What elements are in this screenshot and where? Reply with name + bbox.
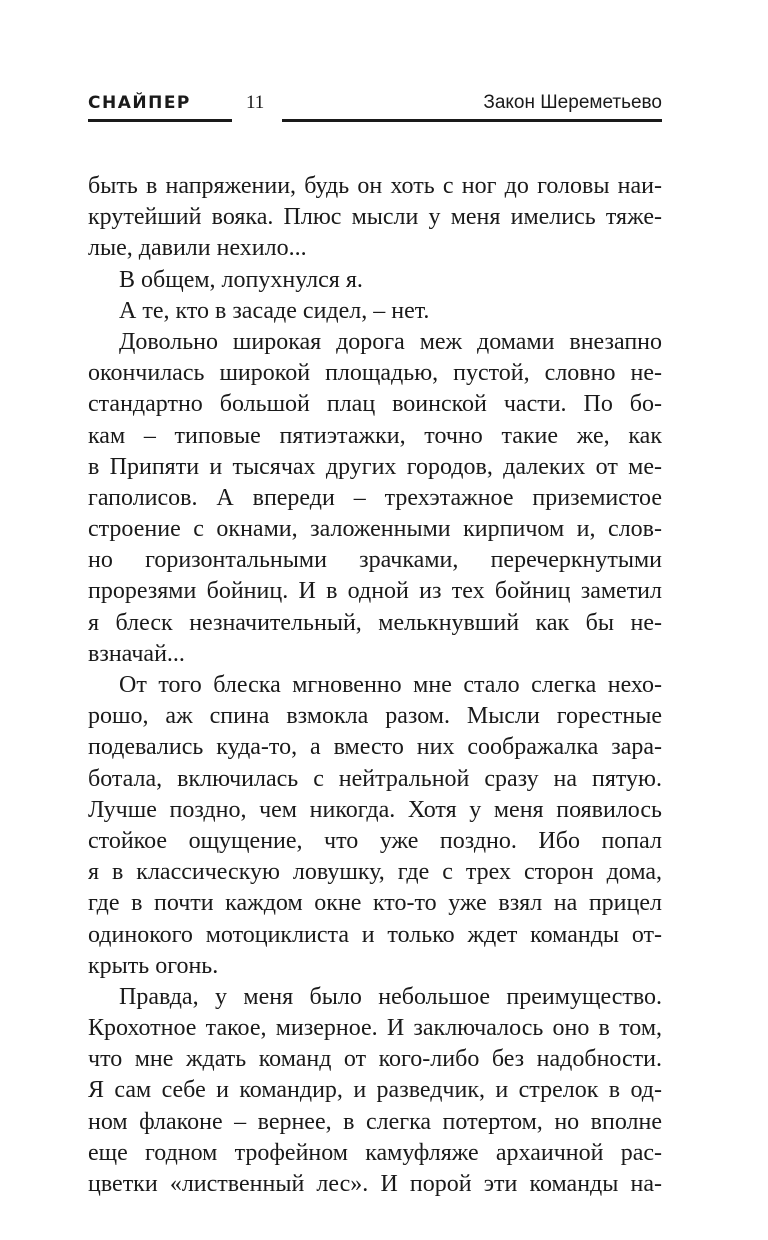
- text-line: Довольно широкая дорога меж домами внезапно: [119, 328, 662, 355]
- text-line: быть в напряжении, будь он хоть с ног до головы наи-: [88, 173, 662, 199]
- page-body-text: [88, 171, 662, 1200]
- text-line: гаполисов. А впереди – трехэтажное приземистое: [88, 484, 662, 511]
- text-line: рошо, аж спина взмокла разом. Мысли горестные: [88, 703, 662, 730]
- page-number: 11: [246, 92, 265, 113]
- text-line: ботала, включилась с нейтральной сразу на пятую.: [88, 765, 662, 792]
- text-line: стойкое ощущение, что уже поздно. Ибо попал: [88, 827, 662, 854]
- header-rule-left: [88, 119, 232, 122]
- text-line: кам – типовые пятиэтажки, точно такие же, как: [88, 422, 662, 449]
- text-line: лые, давили нехило...: [88, 235, 307, 262]
- text-line: я блеск незначительный, мелькнувший как бы не-: [88, 609, 662, 636]
- text-line: окончилась широкой площадью, пустой, словно не-: [88, 360, 662, 387]
- text-line: ном флаконе – вернее, в слегка потертом, но вполне: [88, 1108, 662, 1135]
- text-line: взначай...: [88, 640, 185, 667]
- series-title: СНАЙПЕР: [88, 93, 191, 113]
- text-line: Правда, у меня было небольшое преимущество.: [119, 983, 662, 1010]
- text-line: что мне ждать команд от кого-либо без надобности.: [88, 1046, 662, 1073]
- text-line: прорезями бойниц. И в одной из тех бойниц заметил: [88, 578, 662, 605]
- text-line: Лучше поздно, чем никогда. Хотя у меня появилось: [88, 796, 662, 823]
- text-line: где в почти каждом окне кто-то уже взял на прицел: [88, 890, 662, 917]
- text-line: я в классическую ловушку, где с трех сторон дома,: [88, 859, 662, 886]
- running-header: [88, 92, 662, 122]
- text-line: От того блеска мгновенно мне стало слегка нехо-: [119, 672, 662, 698]
- text-line: В общем, лопухнулся я.: [119, 266, 363, 293]
- book-title: Закон Шереметьево: [483, 92, 662, 113]
- text-line: но горизонтальными зрачками, перечеркнутыми: [88, 547, 662, 574]
- text-line: еще годном трофейном камуфляже архаичной рас-: [88, 1139, 662, 1166]
- header-rule-right: [282, 119, 662, 122]
- text-line: А те, кто в засаде сидел, – нет.: [119, 297, 430, 324]
- text-line: одинокого мотоциклиста и только ждет команды от-: [88, 921, 662, 948]
- text-line: крутейший вояка. Плюс мысли у меня имелись тяже-: [88, 204, 662, 231]
- text-line: в Припяти и тысячах других городов, далеких от ме-: [88, 453, 662, 480]
- text-line: Крохотное такое, мизерное. И заключалось оно в том,: [88, 1015, 662, 1042]
- text-line: подевались куда-то, а вместо них соображалка зара-: [88, 734, 662, 761]
- text-line: Я сам себе и командир, и разведчик, и стрелок в од-: [88, 1077, 662, 1104]
- text-line: стандартно большой плац воинской части. По бо-: [88, 391, 662, 418]
- text-line: строение с окнами, заложенными кирпичом и, слов-: [88, 516, 662, 543]
- text-line: цветки «лиственный лес». И порой эти команды на-: [88, 1171, 662, 1197]
- text-line: крыть огонь.: [88, 952, 219, 979]
